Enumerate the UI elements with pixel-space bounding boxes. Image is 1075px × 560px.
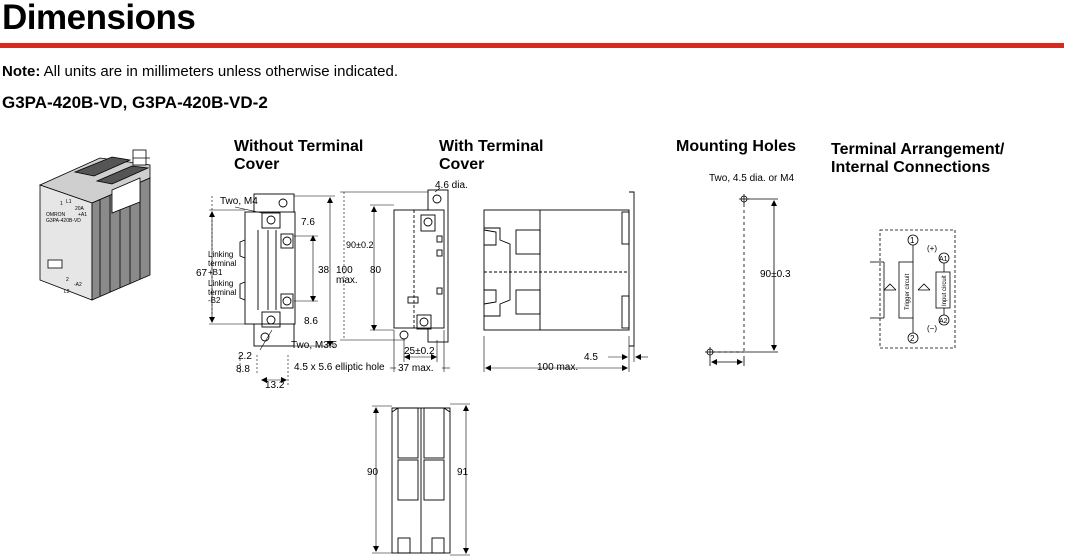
dim-90-0-3: 90±0.3 xyxy=(760,269,791,280)
dim-38: 38 xyxy=(318,265,330,276)
product-label-model: G3PA-420B-VD xyxy=(46,218,81,224)
linking-1c: +B1 xyxy=(208,268,223,277)
dim-90-0-2: 90±0.2 xyxy=(346,240,374,250)
dim-mounting-holes: Two, 4.5 dia. or M4 xyxy=(709,173,795,184)
note-text: All units are in millimeters unless otherwise indicated. xyxy=(40,63,398,80)
product-label-a2: -A2 xyxy=(74,282,82,288)
product-label-brand: OMRON xyxy=(46,212,66,218)
drawing-bottom-view xyxy=(392,408,450,553)
dim-4-6-dia: 4.6 dia. xyxy=(435,180,468,191)
section-terminal-line2: Internal Connections xyxy=(831,159,991,176)
section-without-cover-line1: Without Terminal xyxy=(234,138,364,155)
product-illustration xyxy=(40,150,150,300)
input-circuit-label: Input circuit xyxy=(942,275,948,306)
dim-100-max: 100 max. xyxy=(537,362,579,373)
terminal-2: 2 xyxy=(910,334,915,343)
terminal-a2: A2 xyxy=(939,318,948,325)
drawing-without-cover xyxy=(240,194,295,346)
dim-bottom-90: 90 xyxy=(367,467,379,478)
section-mounting-holes: Mounting Holes xyxy=(676,138,796,155)
linking-1b: terminal xyxy=(208,259,237,268)
dim-67: 67 xyxy=(196,268,208,279)
linking-2b: terminal xyxy=(208,288,237,297)
dim-elliptic-hole: 4.5 x 5.6 elliptic hole xyxy=(294,362,385,373)
product-label-l1: L1 xyxy=(66,199,72,205)
section-with-cover-line2: Cover xyxy=(439,156,485,173)
note-label: Note: xyxy=(2,63,41,80)
trigger-circuit-label: Trigger circuit xyxy=(905,273,911,310)
dim-13-2: 13.2 xyxy=(265,380,285,391)
drawing-mounting-holes xyxy=(705,194,778,366)
dim-two-m4: Two, M4 xyxy=(220,196,258,207)
dim-4-5: 4.5 xyxy=(584,352,598,363)
dim-100: 100 xyxy=(336,265,353,276)
product-label-t2: 2 xyxy=(66,277,69,283)
dim-8-6: 8.6 xyxy=(304,316,318,327)
dim-7-6: 7.6 xyxy=(301,217,315,228)
terminal-a1: A1 xyxy=(939,256,948,263)
dim-bottom-91: 91 xyxy=(457,467,469,478)
linking-2c: -B2 xyxy=(208,296,221,305)
linking-2a: Linking xyxy=(208,279,234,288)
dim-two-m3-5: Two, M3.5 xyxy=(291,340,338,351)
terminal-minus: (−) xyxy=(927,324,937,333)
page-title: Dimensions xyxy=(2,0,196,37)
dim-37-max: 37 max. xyxy=(398,363,434,374)
terminal-1: 1 xyxy=(910,236,915,245)
model-heading: G3PA-420B-VD, G3PA-420B-VD-2 xyxy=(2,93,268,112)
product-label-l2: L2 xyxy=(64,289,70,295)
dim-2-2: 2.2 xyxy=(238,351,252,362)
dim-25-0-2: 25±0.2 xyxy=(404,346,435,357)
dim-max: max. xyxy=(336,275,358,286)
drawing-side-view xyxy=(484,192,634,346)
product-label-rating: 20A xyxy=(75,206,84,212)
section-without-cover-line2: Cover xyxy=(234,156,280,173)
linking-1a: Linking xyxy=(208,250,234,259)
dim-80: 80 xyxy=(370,265,382,276)
drawing-with-cover-front xyxy=(394,190,448,342)
dim-8-8: 8.8 xyxy=(236,364,250,375)
product-label-t1: 1 xyxy=(60,201,63,207)
product-label-a1: +A1 xyxy=(78,212,88,218)
terminal-plus: (+) xyxy=(927,244,937,253)
section-terminal-line1: Terminal Arrangement/ xyxy=(831,141,1005,158)
section-with-cover-line1: With Terminal xyxy=(439,138,544,155)
